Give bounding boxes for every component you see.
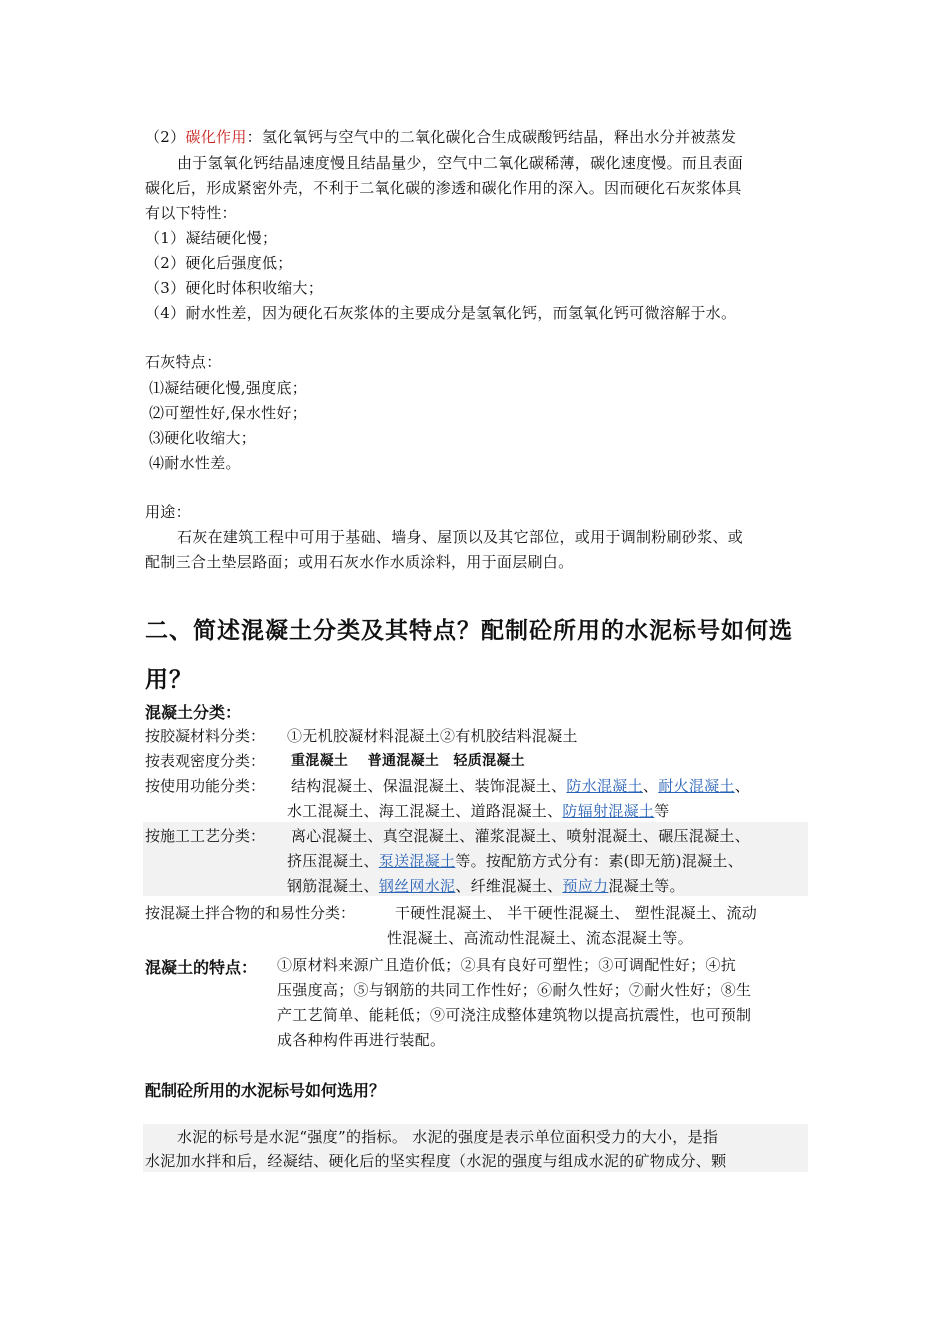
process-text-3b: 、纤维混凝土、 — [455, 877, 563, 895]
classification-title: 混凝土分类： — [145, 703, 242, 722]
lime-feature-1: ⑴凝结硬化慢,强度底； — [149, 379, 308, 397]
binder-label: 按胶凝材料分类： — [145, 727, 266, 745]
density-value: 重混凝土 普通混凝土 轻质混凝土 — [291, 753, 525, 769]
function-line-2-end: 等 — [654, 802, 670, 820]
function-line-1-end: 、 — [734, 777, 751, 795]
uses-line-2: 配制三合土垫层路面；或用石灰水作水质涂料，用于面层刷白。 — [145, 553, 574, 571]
process-line-3 — [287, 876, 685, 896]
carbonation-number: （2） — [145, 128, 186, 146]
characteristics-line-1: ①原材料来源广且造价低；②具有良好可塑性；③可调配性好；④抗 — [277, 956, 737, 974]
waterproof-concrete-link[interactable]: 防水混凝土 — [566, 777, 643, 795]
carbonation-para-line-2: 碳化后，形成紧密外壳，不利于二氧化碳的渗透和碳化作用的深入。因而硬化石灰浆体具 — [145, 179, 742, 197]
ferrocement-link[interactable]: 钢丝网水泥 — [378, 877, 456, 895]
fireproof-concrete-link[interactable]: 耐火混凝土 — [658, 777, 735, 795]
function-line-2 — [287, 801, 670, 821]
process-line-1: 离心混凝土、真空混凝土、灌浆混凝土、喷射混凝土、碾压混凝土、 — [291, 827, 751, 845]
process-text-2b: 等。按配筋方式分有：素(即无筋)混凝土、 — [455, 852, 744, 870]
characteristics-line-4: 成各种构件再进行装配。 — [277, 1031, 446, 1049]
process-label: 按施工工艺分类： — [145, 827, 266, 845]
characteristics-line-3: 产工艺简单、能耗低；⑨可浇注成整体建筑物以提高抗震性，也可预制 — [277, 1006, 752, 1024]
characteristics-label: 混凝土的特点： — [145, 958, 258, 977]
carbonation-para-line-1: 由于氢氧化钙结晶速度慢且结晶量少，空气中二氧化碳稀薄，碳化速度慢。而且表面 — [177, 154, 744, 172]
workability-label: 按混凝土拌合物的和易性分类： — [145, 904, 356, 922]
density-label: 按表观密度分类： — [145, 752, 266, 770]
property-item-1: （1）凝结硬化慢； — [145, 229, 278, 247]
uses-title: 用途： — [145, 503, 191, 521]
process-text-3a: 钢筋混凝土、 — [287, 877, 379, 895]
function-text-1: 结构混凝土、保温混凝土、装饰混凝土、 — [291, 777, 567, 795]
function-line-1 — [291, 776, 750, 796]
prestressed-link[interactable]: 预应力 — [562, 877, 609, 895]
carbonation-para-line-3: 有以下特性： — [145, 204, 237, 222]
process-text-2a: 挤压混凝土、 — [287, 852, 379, 870]
carbonation-line — [145, 127, 810, 147]
carbonation-definition: ：氢化氧钙与空气中的二氧化碳化合生成碳酸钙结晶，释出水分并被蒸发 — [246, 128, 737, 146]
process-text-3c: 混凝土等。 — [608, 877, 685, 895]
cement-heading: 配制砼所用的水泥标号如何选用？ — [145, 1081, 386, 1100]
lime-feature-2: ⑵可塑性好,保水性好； — [149, 404, 308, 422]
cement-line-2: 水泥加水拌和后，经凝结、硬化后的坚实程度（水泥的强度与组成水泥的矿物成分、颗 — [145, 1152, 727, 1170]
function-label: 按使用功能分类： — [145, 777, 266, 795]
function-text-2: 水工混凝土、海工混凝土、道路混凝土、 — [287, 802, 563, 820]
radiation-concrete-link[interactable]: 防辐射混凝土 — [562, 802, 655, 820]
cement-line-1: 水泥的标号是水泥“强度”的指标。 水泥的强度是表示单位面积受力的大小，是指 — [177, 1128, 719, 1146]
pumped-concrete-link[interactable]: 泵送混凝土 — [378, 852, 456, 870]
function-separator: 、 — [642, 777, 659, 795]
property-item-3: （3）硬化时体积收缩大； — [145, 279, 324, 297]
workability-line-1: 干硬性混凝土、 半干硬性混凝土、 塑性混凝土、流动 — [395, 904, 758, 922]
lime-feature-3: ⑶硬化收缩大； — [149, 429, 257, 447]
uses-line-1: 石灰在建筑工程中可用于基础、墙身、屋顶以及其它部位，或用于调制粉刷砂浆、或 — [177, 528, 744, 546]
workability-line-2: 性混凝土、高流动性混凝土、流态混凝土等。 — [387, 929, 694, 947]
section-2-heading-line-1: 二、简述混凝土分类及其特点？配制砼所用的水泥标号如何选 — [145, 618, 793, 644]
characteristics-line-2: 压强度高；⑤与钢筋的共同工作性好；⑥耐久性好；⑦耐火性好；⑧生 — [277, 981, 752, 999]
lime-features-title: 石灰特点： — [145, 353, 222, 371]
property-item-4: （4）耐水性差，因为硬化石灰浆体的主要成分是氢氧化钙，而氢氧化钙可微溶解于水。 — [145, 304, 737, 322]
carbonation-term: 碳化作用 — [185, 128, 247, 146]
binder-value: ①无机胶凝材料混凝土②有机胶结料混凝土 — [287, 727, 578, 745]
property-item-2: （2）硬化后强度低； — [145, 254, 293, 272]
section-2-heading-line-2: 用？ — [145, 667, 193, 693]
process-line-2 — [287, 851, 743, 871]
lime-feature-4: ⑷耐水性差。 — [149, 454, 241, 472]
